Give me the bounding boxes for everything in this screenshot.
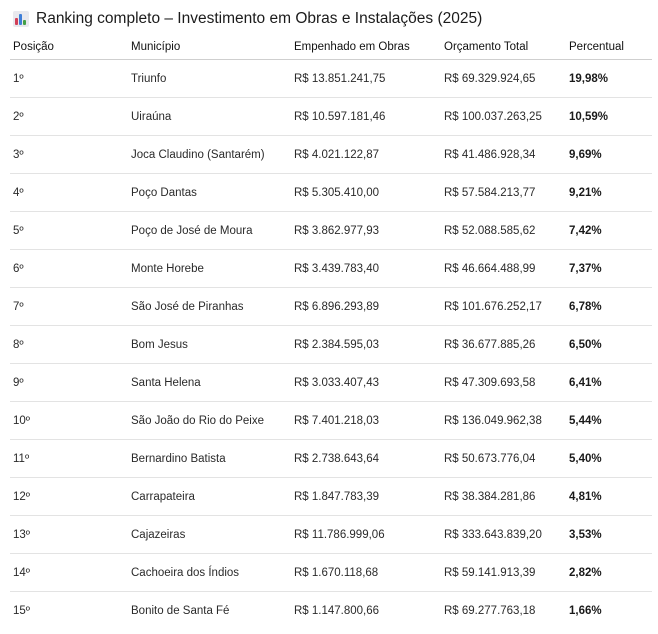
cell-orcamento: R$ 50.673.776,04: [441, 440, 566, 478]
cell-posicao: 14º: [10, 554, 128, 592]
column-header-empenhado: Empenhado em Obras: [291, 34, 441, 60]
cell-posicao: 10º: [10, 402, 128, 440]
cell-percentual: 9,21%: [566, 174, 652, 212]
cell-empenhado: R$ 7.401.218,03: [291, 402, 441, 440]
cell-orcamento: R$ 41.486.928,34: [441, 136, 566, 174]
cell-percentual: 1,66%: [569, 604, 602, 617]
cell-percentual: 10,59%: [566, 98, 652, 136]
cell-percentual: 7,42%: [566, 212, 652, 250]
table-row: [10, 326, 652, 364]
cell-orcamento: R$ 101.676.252,17: [441, 288, 566, 326]
cell-empenhado: R$ 10.597.181,46: [291, 98, 441, 136]
cell-percentual: 19,98%: [566, 60, 652, 98]
cell-percentual: 3,53%: [566, 516, 652, 554]
cell-municipio: Carrapateira: [128, 478, 291, 516]
cell-percentual: 6,50%: [566, 326, 652, 364]
cell-posicao: 1º: [10, 60, 128, 98]
cell-empenhado: R$ 1.147.800,66: [294, 604, 380, 617]
cell-municipio: Joca Claudino (Santarém): [128, 136, 291, 174]
table-row: [10, 212, 652, 250]
cell-posicao: 9º: [10, 364, 128, 402]
cell-empenhado: R$ 11.786.999,06: [291, 516, 441, 554]
cell-empenhado: R$ 3.439.783,40: [291, 250, 441, 288]
cell-municipio: Triunfo: [128, 60, 291, 98]
cell-orcamento: R$ 69.277.763,18: [444, 604, 536, 617]
cell-percentual: 2,82%: [566, 554, 652, 592]
cell-posicao: 15º: [13, 604, 30, 617]
cell-percentual: 6,41%: [566, 364, 652, 402]
cell-posicao: 3º: [10, 136, 128, 174]
cell-municipio: Monte Horebe: [128, 250, 291, 288]
column-header-percentual: Percentual: [566, 34, 652, 60]
table-row: [10, 402, 652, 440]
cell-municipio: Poço Dantas: [128, 174, 291, 212]
cell-municipio: Uiraúna: [128, 98, 291, 136]
cell-orcamento: R$ 100.037.263,25: [441, 98, 566, 136]
bar-chart-icon: [13, 11, 29, 27]
table-row: [10, 364, 652, 402]
cell-orcamento: R$ 69.329.924,65: [441, 60, 566, 98]
cell-empenhado: R$ 4.021.122,87: [291, 136, 441, 174]
cell-orcamento: R$ 36.677.885,26: [441, 326, 566, 364]
cell-empenhado: R$ 3.033.407,43: [291, 364, 441, 402]
cell-orcamento: R$ 59.141.913,39: [441, 554, 566, 592]
cell-municipio: Santa Helena: [128, 364, 291, 402]
cell-empenhado: R$ 5.305.410,00: [291, 174, 441, 212]
column-header-municipio: Município: [128, 34, 291, 60]
cell-municipio: Bernardino Batista: [128, 440, 291, 478]
cell-percentual: 7,37%: [566, 250, 652, 288]
table-header-row: [10, 34, 652, 60]
cell-municipio: Cachoeira dos Índios: [128, 554, 291, 592]
cell-percentual: 6,78%: [566, 288, 652, 326]
table-row: [10, 174, 652, 212]
cell-posicao: 8º: [10, 326, 128, 364]
cell-orcamento: R$ 52.088.585,62: [441, 212, 566, 250]
cell-posicao: 7º: [10, 288, 128, 326]
cell-empenhado: R$ 2.738.643,64: [291, 440, 441, 478]
page-title: Ranking completo – Investimento em Obras e Instalações (2025): [36, 10, 483, 27]
cell-posicao: 2º: [10, 98, 128, 136]
cell-posicao: 4º: [10, 174, 128, 212]
cell-orcamento: R$ 57.584.213,77: [441, 174, 566, 212]
cell-percentual: 9,69%: [566, 136, 652, 174]
cell-empenhado: R$ 6.896.293,89: [291, 288, 441, 326]
cell-municipio: Poço de José de Moura: [128, 212, 291, 250]
cell-empenhado: R$ 2.384.595,03: [291, 326, 441, 364]
cell-orcamento: R$ 333.643.839,20: [441, 516, 566, 554]
column-header-orcamento: Orçamento Total: [441, 34, 566, 60]
table-row: [10, 250, 652, 288]
ranking-table: [10, 34, 652, 629]
cell-municipio: Bonito de Santa Fé: [131, 604, 230, 617]
cell-posicao: 6º: [10, 250, 128, 288]
table-row: [10, 60, 652, 98]
cell-municipio: São José de Piranhas: [128, 288, 291, 326]
table-row: [10, 592, 652, 630]
table-row: [10, 554, 652, 592]
cell-posicao: 13º: [10, 516, 128, 554]
cell-municipio: Bom Jesus: [128, 326, 291, 364]
table-row: [10, 136, 652, 174]
table-row: [10, 516, 652, 554]
cell-orcamento: R$ 47.309.693,58: [441, 364, 566, 402]
cell-empenhado: R$ 13.851.241,75: [291, 60, 441, 98]
page-header: [13, 8, 482, 30]
cell-percentual: 4,81%: [566, 478, 652, 516]
cell-posicao: 11º: [10, 440, 128, 478]
cell-municipio: Cajazeiras: [128, 516, 291, 554]
cell-municipio: São João do Rio do Peixe: [128, 402, 291, 440]
table-row: [10, 478, 652, 516]
cell-orcamento: R$ 136.049.962,38: [441, 402, 566, 440]
table-row: [10, 98, 652, 136]
cell-empenhado: R$ 1.670.118,68: [291, 554, 441, 592]
cell-orcamento: R$ 46.664.488,99: [441, 250, 566, 288]
cell-orcamento: R$ 38.384.281,86: [441, 478, 566, 516]
cell-posicao: 12º: [10, 478, 128, 516]
cell-percentual: 5,40%: [566, 440, 652, 478]
table-row: [10, 288, 652, 326]
cell-empenhado: R$ 3.862.977,93: [291, 212, 441, 250]
cell-posicao: 5º: [10, 212, 128, 250]
cell-percentual: 5,44%: [566, 402, 652, 440]
column-header-posicao: Posição: [10, 34, 128, 60]
table-row: [10, 440, 652, 478]
cell-empenhado: R$ 1.847.783,39: [291, 478, 441, 516]
